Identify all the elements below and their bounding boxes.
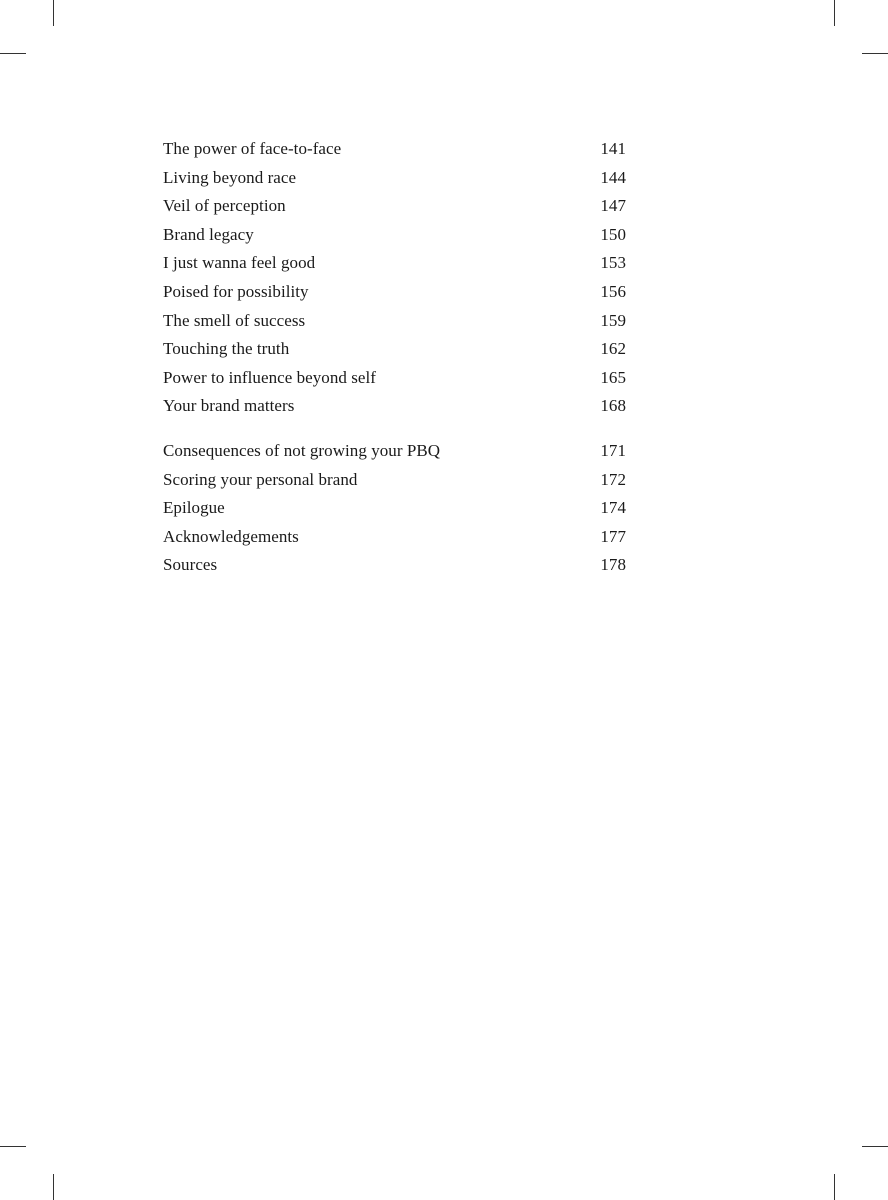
- toc-entry-title: Sources: [163, 555, 218, 575]
- toc-entry-title: Scoring your personal brand: [163, 469, 358, 489]
- toc-entry-title: The smell of success: [163, 310, 306, 330]
- toc-entry[interactable]: [163, 249, 626, 278]
- toc-entry-title: Brand legacy: [163, 224, 254, 244]
- toc-group: [163, 135, 626, 421]
- toc-entry-page-number: 177: [600, 526, 626, 546]
- toc-group: [163, 437, 626, 580]
- toc-entry[interactable]: [163, 135, 626, 164]
- crop-mark-bottom-right-horizontal: [862, 1146, 888, 1147]
- toc-entry[interactable]: [163, 221, 626, 250]
- toc-entry[interactable]: [163, 364, 626, 393]
- toc-entry-title: Poised for possibility: [163, 281, 309, 301]
- crop-mark-bottom-right-vertical: [834, 1174, 835, 1200]
- toc-entry[interactable]: [163, 335, 626, 364]
- toc-entry-page-number: 144: [600, 167, 626, 187]
- toc-entry-title: I just wanna feel good: [163, 253, 316, 273]
- toc-entry-page-number: 178: [600, 555, 626, 575]
- toc-entry-page-number: 165: [600, 367, 626, 387]
- toc-entry[interactable]: [163, 494, 626, 523]
- toc-entry-title: Touching the truth: [163, 339, 290, 359]
- crop-mark-top-left-vertical: [53, 0, 54, 26]
- toc-entry-page-number: 174: [600, 498, 626, 518]
- toc-entry[interactable]: [163, 437, 626, 466]
- crop-mark-top-left-horizontal: [0, 53, 26, 54]
- toc-entry[interactable]: [163, 551, 626, 580]
- toc-entry-title: Consequences of not growing your PBQ: [163, 440, 441, 460]
- toc-entry[interactable]: [163, 466, 626, 495]
- toc-entry-page-number: 168: [600, 396, 626, 416]
- toc-entry-title: Epilogue: [163, 498, 225, 518]
- toc-entry-title: Veil of perception: [163, 196, 286, 216]
- toc-entry-page-number: 153: [600, 253, 626, 273]
- toc-entry-page-number: 141: [600, 139, 626, 158]
- toc-entry-page-number: 162: [600, 339, 626, 359]
- toc-entry-page-number: 159: [600, 310, 626, 330]
- toc-entry[interactable]: [163, 523, 626, 552]
- toc-entry[interactable]: [163, 164, 626, 193]
- toc-entry-page-number: 147: [600, 196, 626, 216]
- toc-entry-page-number: 171: [600, 440, 626, 460]
- toc-entry-page-number: 150: [600, 224, 626, 244]
- toc-entry-title: Your brand matters: [163, 396, 295, 416]
- crop-mark-bottom-left-horizontal: [0, 1146, 26, 1147]
- toc-entry[interactable]: [163, 307, 626, 336]
- crop-mark-top-right-vertical: [834, 0, 835, 26]
- toc-entry[interactable]: [163, 192, 626, 221]
- toc-entry[interactable]: [163, 278, 626, 307]
- table-of-contents: [163, 135, 626, 580]
- toc-entry-title: The power of face-to-face: [163, 139, 342, 158]
- toc-entry-page-number: 156: [600, 281, 626, 301]
- toc-entry-page-number: 172: [600, 469, 626, 489]
- crop-mark-top-right-horizontal: [862, 53, 888, 54]
- toc-entry-title: Living beyond race: [163, 167, 297, 187]
- toc-entry[interactable]: [163, 392, 626, 421]
- toc-entry-title: Acknowledgements: [163, 526, 299, 546]
- toc-entry-title: Power to influence beyond self: [163, 367, 376, 387]
- crop-mark-bottom-left-vertical: [53, 1174, 54, 1200]
